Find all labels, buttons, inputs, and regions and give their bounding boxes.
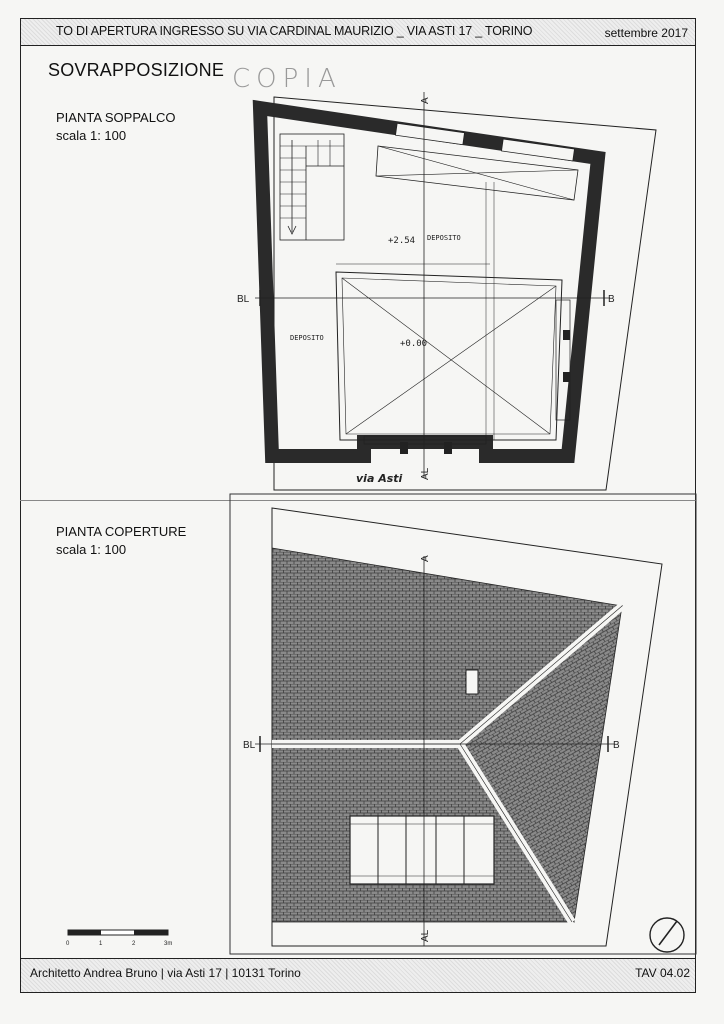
scale-bar: [68, 930, 168, 935]
upper-plan: [255, 92, 656, 490]
upper-plan-title: PIANTA SOPPALCO: [56, 110, 176, 125]
upper-section-a-top: A: [420, 97, 431, 104]
scale-tick-3: 3m: [164, 941, 173, 947]
level-ground: +0.00: [400, 339, 428, 349]
scale-tick-1: 1: [99, 941, 103, 947]
skylights: [350, 816, 494, 884]
scale-tick-0: 0: [66, 941, 70, 947]
level-high: +2.54: [388, 236, 416, 246]
footer-author: Architetto Andrea Bruno | via Asti 17 | 10131 Torino: [30, 966, 301, 980]
stair: [280, 134, 344, 240]
footer-sheet-number: TAV 04.02: [635, 966, 690, 980]
header-date: settembre 2017: [604, 26, 688, 40]
void-outline: [336, 272, 562, 440]
lower-plan-title: PIANTA COPERTURE: [56, 524, 187, 539]
lower-section-b-left: BL: [243, 740, 256, 751]
copy-stamp: COPIA: [232, 64, 342, 94]
deposito-label-a: DEPOSITO: [427, 234, 461, 242]
upper-section-b-right: B: [608, 294, 615, 305]
upper-plan-scale: scala 1: 100: [56, 128, 127, 143]
scale-tick-2: 2: [132, 941, 136, 947]
deposito-label-b: DEPOSITO: [290, 334, 324, 342]
roof-vent: [466, 670, 478, 694]
street-label: via Asti: [356, 472, 403, 485]
upper-section-b-left: BL: [237, 294, 250, 305]
section-title: SOVRAPPOSIZIONE: [48, 60, 225, 80]
header-title: TO DI APERTURA INGRESSO SU VIA CARDINAL MAURIZIO _ VIA ASTI 17 _ TORINO: [56, 24, 533, 38]
upper-section-a-bottom: AL: [420, 467, 431, 480]
lower-section-a-bottom: AL: [420, 929, 431, 942]
lower-plan-scale: scala 1: 100: [56, 542, 127, 557]
north-arrow: [650, 918, 684, 952]
lower-section-a-top: A: [420, 555, 431, 562]
lower-section-b-right: B: [613, 740, 620, 751]
lower-plan: [230, 494, 696, 954]
